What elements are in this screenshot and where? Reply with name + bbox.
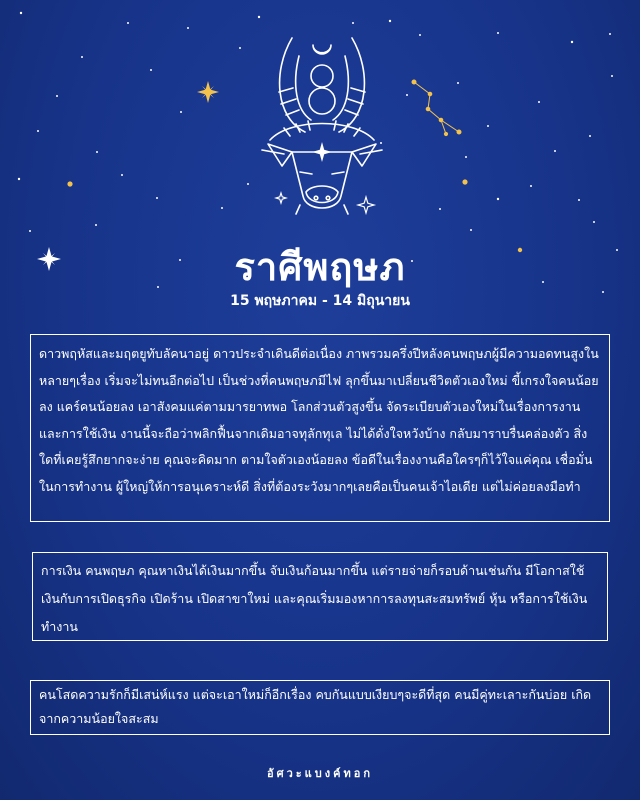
love-box: [30, 680, 610, 735]
overview-text: ดาวพฤหัสและมฤตยูทับลัคนาอยู่ ดาวประจำเดินดีต่อเนื่อง ภาพรวมครึ่งปีหลังคนพฤษภผู้มีความอดทนสูงในหลายๆเรื่อง เริ่มจะไม่ทนอีกต่อไป เป็นช่วงที่คนพฤษภมีไฟ ลุกขึ้นมาเปลี่ยนชีวิตตัวเองใหม่ ขี้เกรงใจคนน้อยลง แคร์คนน้อยลง เอาสังคมแค่ตามมารยาทพอ โลกส่วนตัวสูงขึ้น จัดระเบียบตัวเองใหม่ในเรื่องการงานและการใช้เงิน งานนี้จะถือว่าพลิกฟื้นจากเดิมอาจทุลักทุเล ไม่ได้ดั่งใจหวังบ้าง กลับมาราบรื่นคล่องตัว สิ่งใดที่เคยรู้สึกยากจะง่าย คุณจะคิดมาก ตามใจตัวเองน้อยลง ข้อดีในเรื่องงานคือใครๆก็ไว้ใจแค่คุณ เชื่อมั่นในการทำงาน ผู้ใหญ่ให้การอนุเคราะห์ดี สิ่งที่ต้องระวังมากๆเลยคือเป็นคนเจ้าไอเดีย แต่ไม่ค่อยลงมือทำ: [39, 346, 599, 494]
footer-credit: อัศวะแบงค์ทอก: [267, 767, 373, 780]
taurus-bull-icon: [262, 38, 382, 214]
gold-star-icon: [197, 81, 219, 103]
overview-box: [30, 334, 610, 522]
date-range: 15 พฤษภาคม - 14 มิถุนายน: [230, 293, 410, 309]
page-title: ราศีพฤษภ: [234, 245, 406, 289]
love-text: คนโสดความรักก็มีเสน่ห์แรง แต่จะเอาใหม่ก็อีกเรื่อง คบกันแบบเงียบๆจะดีที่สุด คนมีคู่ทะเลาะกันบ่อย เกิดจากความน้อยใจสะสม: [39, 687, 592, 726]
constellation-icon: [412, 80, 461, 136]
finance-box: [32, 552, 608, 641]
forehead-star-icon: [312, 142, 332, 162]
finance-text: การเงิน คนพฤษภ คุณหาเงินได้เงินมากขึ้น จับเงินก้อนมากขึ้น แต่รายจ่ายก็รอบด้านเช่นกัน มีโอกาสใช้เงินกับการเปิดธุรกิจ เปิดร้าน เปิดสาขาใหม่ และคุณเริ่มมองหาการลงทุนสะสมทรัพย์ หุ้น หรือการใช้เงินทำงาน: [41, 563, 588, 634]
